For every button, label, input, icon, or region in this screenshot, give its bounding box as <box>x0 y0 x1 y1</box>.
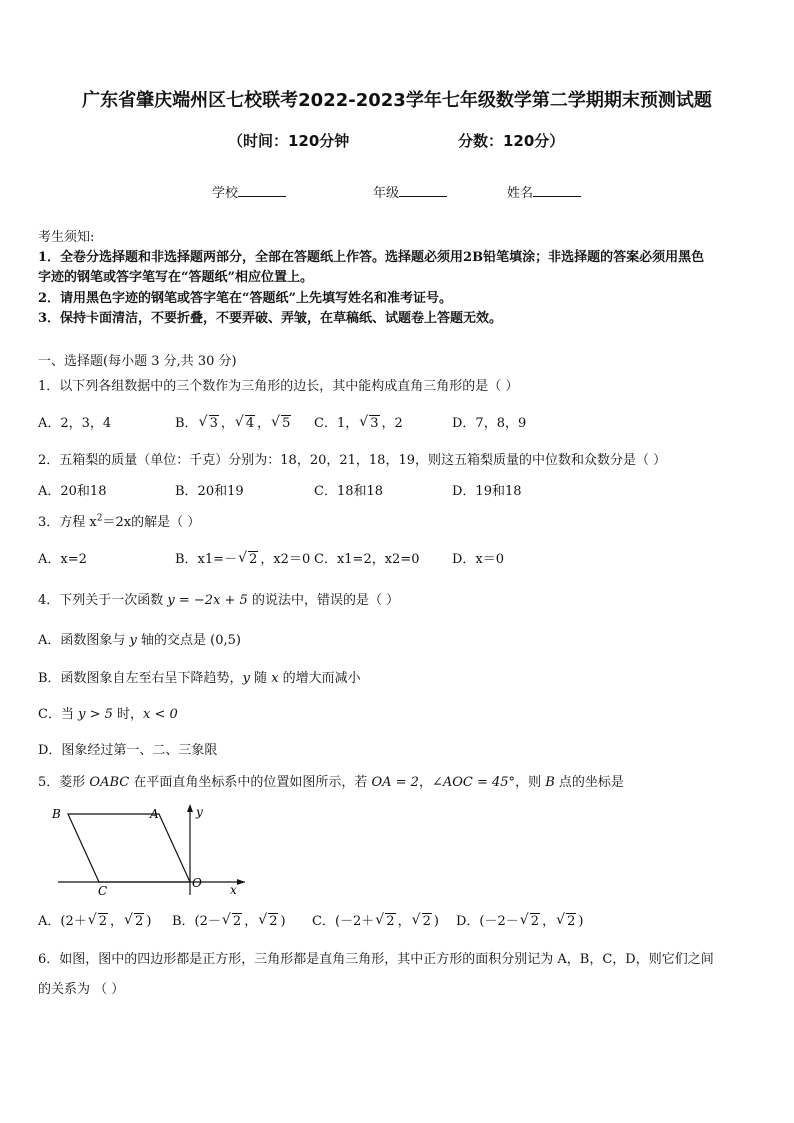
sqrt-3: √ 3 <box>200 416 219 431</box>
q4-option-b: B．函数图象自左至右呈下降趋势，y 随 x 的增大而减小 <box>38 671 361 686</box>
sqrt-2: √ 2 <box>557 914 576 929</box>
q1-b-label: B． <box>175 416 198 431</box>
grade-field <box>373 182 447 201</box>
notice-heading: 考生须知: <box>38 230 95 245</box>
label-b: B <box>52 807 61 821</box>
q5-option-a: A．(2＋√ 2 ，√ 2 ) <box>38 910 151 929</box>
notice-item-3: 3．保持卡面清洁，不要折叠，不要弄破、弄皱，在草稿纸、试题卷上答题无效。 <box>38 311 503 326</box>
notice-item-2: 2．请用黑色字迹的钢笔或答字笔在“答题纸”上先填写姓名和准考证号。 <box>38 291 453 306</box>
q5-option-b: B．(2－√ 2 ，√ 2 ) <box>172 910 286 929</box>
q3-option-b: B．x1=－√ 2 ，x2＝0 <box>175 548 310 567</box>
label-x: x <box>230 883 237 897</box>
q5-option-c: C．(－2＋√ 2 ，√ 2 ) <box>312 910 439 929</box>
q1-option-a: A．2，3，4 <box>38 416 112 431</box>
sqrt-4: √ 4 <box>236 416 255 431</box>
q3-option-d: D．x＝0 <box>452 552 505 567</box>
x-axis-arrow <box>237 879 245 885</box>
sqrt-2: √ 2 <box>521 914 540 929</box>
question-1-stem: 1．以下列各组数据中的三个数作为三角形的边长，其中能构成直角三角形的是（ ） <box>38 379 519 394</box>
grade-blank <box>399 184 447 197</box>
q2-option-c: C．18和18 <box>314 484 384 499</box>
function-expression: y = −2x + 5 <box>167 593 248 608</box>
page-title: 广东省肇庆端州区七校联考2022-2023学年七年级数学第二学期期末预测试题 <box>82 90 712 111</box>
sqrt-2: √ 2 <box>259 914 278 929</box>
q3-option-c: C．x1=2，x2=0 <box>314 552 420 567</box>
exam-time: （时间：120分钟 <box>228 132 350 150</box>
school-blank <box>238 184 286 197</box>
sqrt-5: √ 5 <box>272 416 291 431</box>
q1-option-c <box>314 412 403 431</box>
sqrt-2: √ 2 <box>413 914 432 929</box>
label-y: y <box>196 805 203 819</box>
grade-label: 年级 <box>373 186 400 201</box>
question-6-stem-cont: 的关系为 （ ） <box>38 982 125 997</box>
name-blank <box>533 184 581 197</box>
q3-option-a: A．x=2 <box>38 552 87 567</box>
q2-option-d: D．19和18 <box>452 484 522 499</box>
school-field <box>212 182 286 201</box>
q4-option-a: A．函数图象与 y 轴的交点是 (0,5) <box>38 633 241 648</box>
sqrt-2: √ 2 <box>125 914 144 929</box>
question-2-stem: 2．五箱梨的质量（单位：千克）分别为：18，20，21，18，19，则这五箱梨质量的中位数和众数分是（ ） <box>38 453 667 468</box>
rhombus-figure <box>40 800 260 900</box>
label-c: C <box>98 884 108 898</box>
q2-option-b: B．20和19 <box>175 484 244 499</box>
question-3-stem: 3．方程 $x^2=2x$的解是（ ） <box>38 513 201 530</box>
label-a: A <box>150 807 159 821</box>
school-label: 学校 <box>212 186 239 201</box>
rhombus-oabc <box>68 814 190 882</box>
y-axis-arrow <box>187 804 193 812</box>
name-field <box>507 182 581 201</box>
exam-score: 分数：120分） <box>458 132 565 150</box>
notice-item-1: 1．全卷分选择题和非选择题两部分，全部在答题纸上作答。选择题必须用2B铅笔填涂；非选择题的答案必须用黑色 <box>38 250 705 265</box>
question-6-stem: 6．如图，图中的四边形都是正方形，三角形都是直角三角形，其中正方形的面积分别记为 A，B，C，D，则它们之间 <box>38 952 714 967</box>
q1-c-label: C．1， <box>314 416 359 431</box>
q2-option-a: A．20和18 <box>38 484 107 499</box>
sqrt-2: √ 2 <box>89 914 108 929</box>
sqrt-2: √ 2 <box>223 914 242 929</box>
sqrt-3: √ 3 <box>360 416 379 431</box>
q4-option-c: C．当 y > 5 时，x < 0 <box>38 707 178 722</box>
q4-option-d: D．图象经过第一、二、三象限 <box>38 743 218 758</box>
name-label: 姓名 <box>507 186 534 201</box>
q1-c-suffix: ，2 <box>381 416 403 431</box>
q1-option-b: B．√ 3 ，√ 4 ，√ 5 <box>175 412 293 431</box>
label-o: O <box>192 876 202 890</box>
question-4-stem: 4．下列关于一次函数 y = −2x + 5 的说法中，错误的是（ ） <box>38 593 400 608</box>
q5-option-d: D．(－2－√ 2 ，√ 2 ) <box>456 910 583 929</box>
question-5-stem: 5．菱形 OABC 在平面直角坐标系中的位置如图所示，若 OA = 2，∠AOC = 45°，则 B 点的坐标是 <box>38 775 624 790</box>
notice-item-1-cont: 字迹的钢笔或答字笔写在“答题纸”相应位置上。 <box>38 270 313 285</box>
section-heading: 一、选择题(每小题 3 分,共 30 分) <box>38 354 237 369</box>
q1-option-d: D．7，8，9 <box>452 416 527 431</box>
sqrt-2: √ 2 <box>376 914 395 929</box>
sqrt-2: √ 2 <box>239 552 258 567</box>
